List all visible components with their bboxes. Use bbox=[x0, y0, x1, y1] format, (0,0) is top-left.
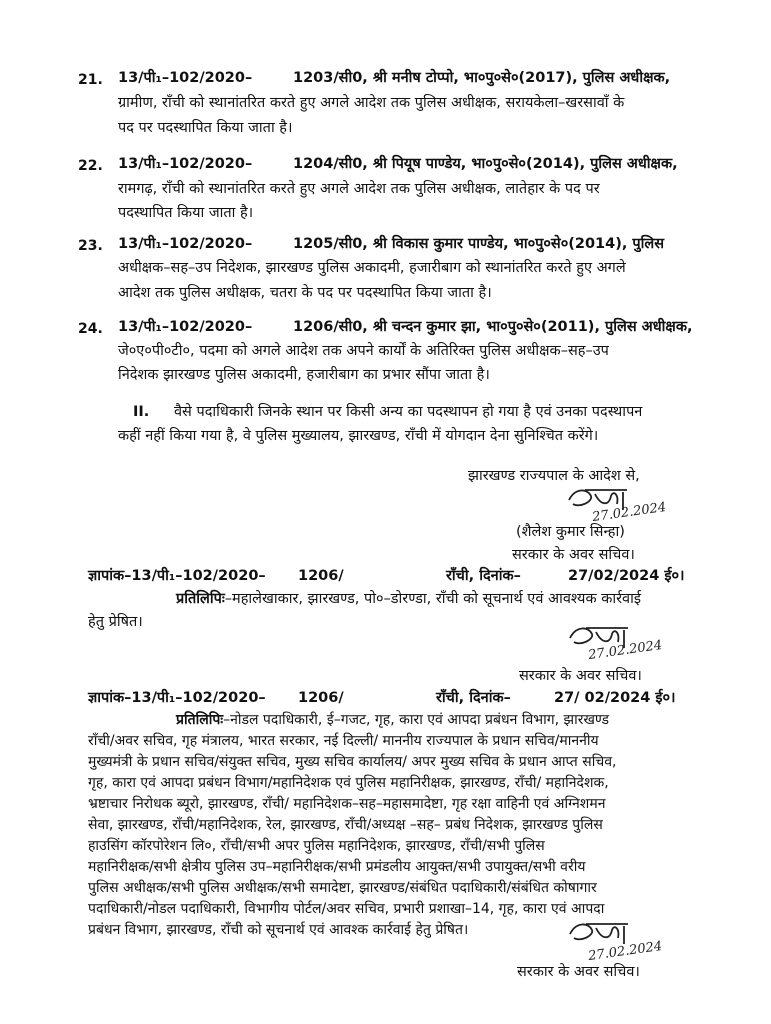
memo-number: 1206/ bbox=[298, 568, 344, 584]
copy-line: –नोडल पदाधिकारी, ई–गजट, गृह, कारा एवं आपदा प्रबंधन विभाग, झारखण्ड bbox=[223, 712, 610, 728]
copy-line: मुख्यमंत्री के प्रधान सचिव/संयुक्त सचिव, मुख्य सचिव कार्यालय/ अपर मुख्य सचिव के प्रधान आप्त सचिव, bbox=[88, 754, 617, 770]
entry-line: आदेश तक पुलिस अधीक्षक, चतरा के पद पर पदस्थापित किया जाता है। bbox=[118, 285, 492, 301]
memo-date: 27/02/2024 ई०। bbox=[568, 568, 685, 584]
copy-label: प्रतिलिपिः bbox=[176, 591, 225, 607]
copy-line: भ्रष्टाचार निरोधक ब्यूरो, झारखण्ड, राँची/ महानिदेशक–सह–महासमादेष्टा, गृह रक्षा वाहिनी एवं अग्निशमन bbox=[88, 796, 606, 812]
entry-number: 24. bbox=[78, 321, 103, 337]
copy-label: प्रतिलिपिः bbox=[176, 712, 224, 728]
signature-date: 27.02.2024 bbox=[587, 637, 664, 664]
memo-place-date-label: राँची, दिनांक– bbox=[446, 568, 521, 584]
signatory-designation: सरकार के अवर सचिव। bbox=[517, 964, 640, 980]
entry-line: जे०ए०पी०टी०, पदमा को अगले आदेश तक अपने कार्यों के अतिरिक्त पुलिस अधीक्षक–सह–उप bbox=[118, 343, 609, 359]
memo-place-date-label: राँची, दिनांक– bbox=[436, 690, 511, 706]
memo-reference: ज्ञापांक–13/पी₁–102/2020– bbox=[88, 568, 266, 584]
copy-line: पुलिस अधीक्षक/सभी पुलिस अधीक्षक/सभी समादेष्टा, झारखण्ड/संबंधित पदाधिकारी/संबंधित कोषागार bbox=[88, 880, 597, 896]
signature-date: 27.02.2024 bbox=[591, 499, 668, 526]
entry-number: 21. bbox=[78, 72, 103, 88]
entry-reference: 13/पी₁–102/2020– bbox=[118, 236, 253, 252]
entry-line: अधीक्षक–सह–उप निदेशक, झारखण्ड पुलिस अकादमी, हजारीबाग को स्थानांतरित करते हुए अगले bbox=[118, 260, 626, 276]
entry-line: 1204/सी0, श्री पियूष पाण्डेय, भा०पु०से०(2014), पुलिस अधीक्षक, bbox=[293, 156, 678, 172]
copy-line: राँची/अवर सचिव, गृह मंत्रालय, भारत सरकार, नई दिल्ली/ माननीय राज्यपाल के प्रधान सचिव/माननीय bbox=[88, 733, 599, 749]
copy-line: महानिरीक्षक/सभी क्षेत्रीय पुलिस उप–महानिरीक्षक/सभी प्रमंडलीय आयुक्त/सभी उपायुक्त/सभी वरीय bbox=[88, 859, 586, 875]
entry-line: पदस्थापित किया जाता है। bbox=[118, 205, 254, 221]
entry-line: रामगढ़, राँची को स्थानांतरित करते हुए अगले आदेश तक पुलिस अधीक्षक, लातेहार के पद पर bbox=[118, 181, 600, 197]
copy-line: हेतु प्रेषित। bbox=[88, 614, 143, 630]
copy-line: हाउसिंग कॉरपोरेशन लि०, राँची/सभी अपर पुलिस महानिदेशक, झारखण्ड, राँची/सभी पुलिस bbox=[88, 838, 545, 854]
copy-line: सेवा, झारखण्ड, राँची/महानिदेशक, रेल, झारखण्ड, राँची/अध्यक्ष –सह– प्रबंध निदेशक, झारखण्ड पुलिस bbox=[88, 817, 603, 833]
section-line: वैसे पदाधिकारी जिनके स्थान पर किसी अन्य का पदस्थापन हो गया है एवं उनका पदस्थापन bbox=[174, 404, 643, 420]
entry-line: पद पर पदस्थापित किया जाता है। bbox=[118, 120, 293, 136]
section-line: कहीं नहीं किया गया है, वे पुलिस मुख्यालय, झारखण्ड, राँची में योगदान देना सुनिश्चित करेंगे। bbox=[118, 428, 599, 444]
section-number: II. bbox=[133, 404, 150, 420]
copy-line: –महालेखाकार, झारखण्ड, पो०–डोरण्डा, राँची को सूचनार्थ एवं आवश्यक कार्रवाई bbox=[224, 591, 641, 607]
entry-reference: 13/पी₁–102/2020– bbox=[118, 319, 253, 335]
by-order-text: झारखण्ड राज्यपाल के आदेश से, bbox=[468, 468, 640, 484]
entry-line: 1203/सी0, श्री मनीष टोप्पो, भा०पु०से०(2017), पुलिस अधीक्षक, bbox=[293, 70, 671, 86]
memo-number: 1206/ bbox=[298, 690, 344, 706]
memo-date: 27/ 02/2024 ई०। bbox=[554, 690, 676, 706]
entry-line: निदेशक झारखण्ड पुलिस अकादमी, हजारीबाग का प्रभार सौंपा जाता है। bbox=[118, 367, 490, 383]
copy-line: गृह, कारा एवं आपदा प्रबंधन विभाग/महानिदेशक एवं पुलिस महानिरीक्षक, झारखण्ड, राँची/ महानिदेशक, bbox=[88, 775, 609, 791]
signatory-name: (शैलेश कुमार सिन्हा) bbox=[516, 524, 625, 540]
entry-line: ग्रामीण, राँची को स्थानांतरित करते हुए अगले आदेश तक पुलिस अधीक्षक, सरायकेला–खरसावाँ के bbox=[118, 95, 625, 111]
entry-number: 22. bbox=[78, 158, 103, 174]
entry-reference: 13/पी₁–102/2020– bbox=[118, 70, 253, 86]
entry-reference: 13/पी₁–102/2020– bbox=[118, 156, 253, 172]
entry-number: 23. bbox=[78, 238, 103, 254]
memo-reference: ज्ञापांक–13/पी₁–102/2020– bbox=[88, 690, 266, 706]
entry-line: 1206/सी0, श्री चन्दन कुमार झा, भा०पु०से०(2011), पुलिस अधीक्षक, bbox=[293, 319, 693, 335]
signatory-designation: सरकार के अवर सचिव। bbox=[519, 668, 642, 684]
copy-line: पदाधिकारी/नोडल पदाधिकारी, विभागीय पोर्टल/अवर सचिव, प्रभारी प्रशाखा–14, गृह, कारा एवं आपदा bbox=[88, 901, 605, 917]
entry-line: 1205/सी0, श्री विकास कुमार पाण्डेय, भा०पु०से०(2014), पुलिस bbox=[293, 236, 665, 252]
signature-date: 27.02.2024 bbox=[587, 938, 664, 965]
signatory-designation: सरकार के अवर सचिव। bbox=[512, 547, 635, 563]
copy-line: प्रबंधन विभाग, झारखण्ड, राँची को सूचनार्थ एवं आवश्क कार्रवाई हेतु प्रेषित। bbox=[88, 922, 469, 938]
